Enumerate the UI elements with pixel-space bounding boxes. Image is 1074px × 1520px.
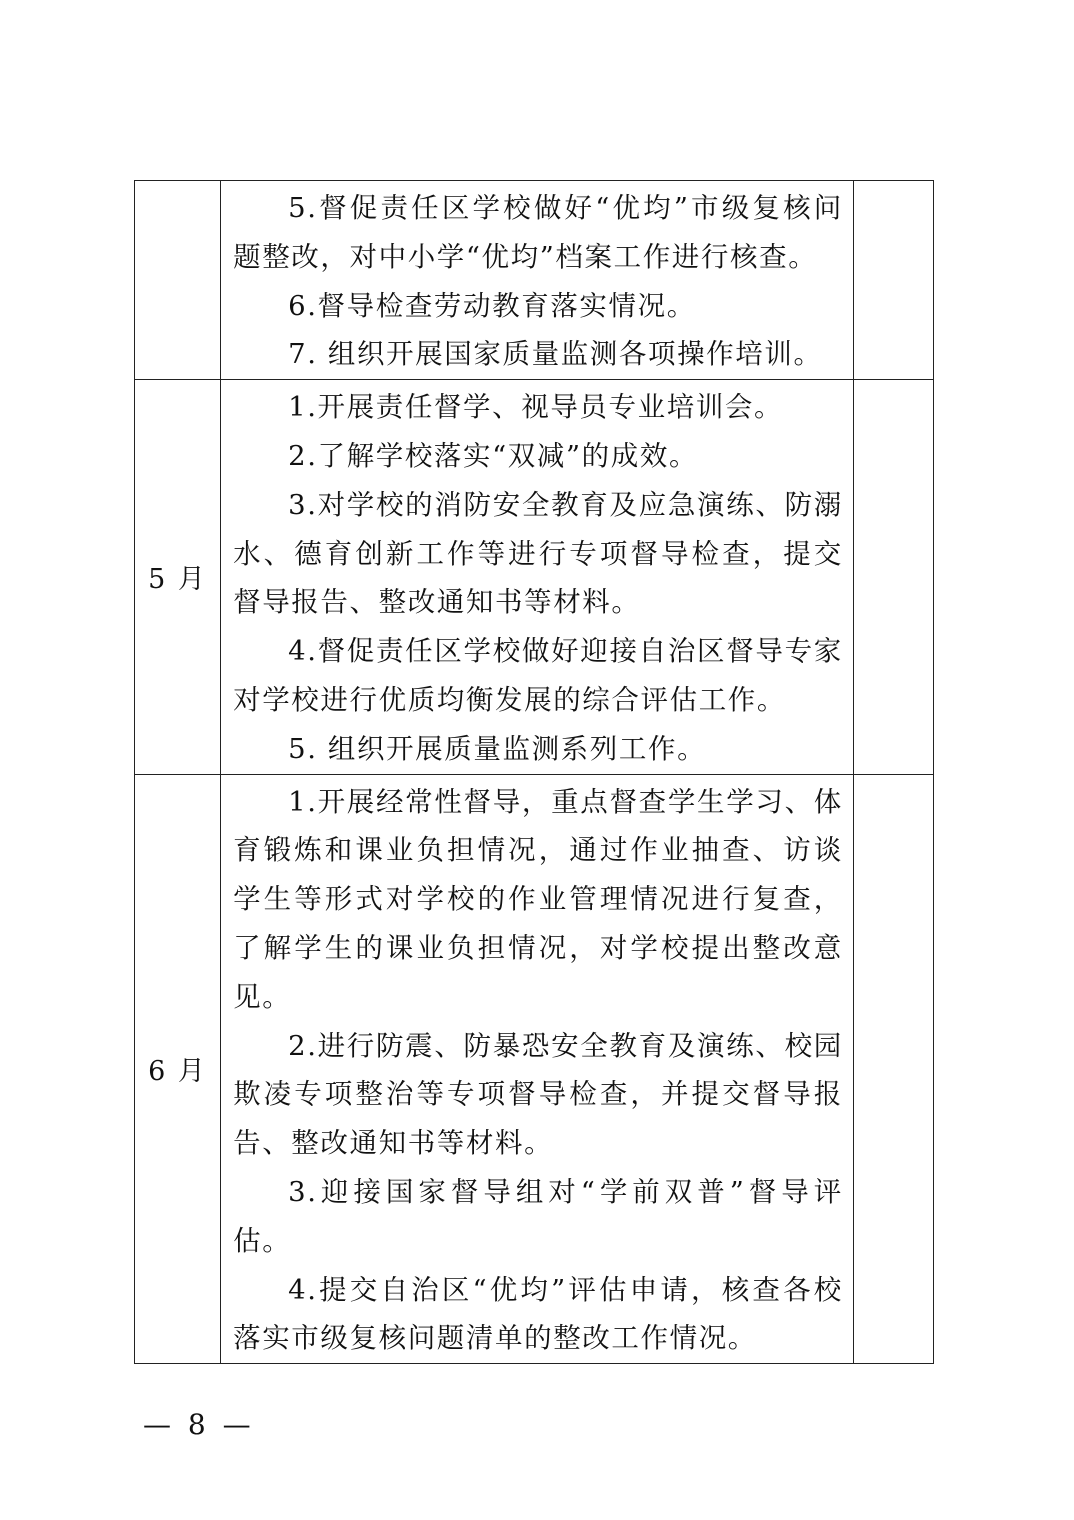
note-cell bbox=[853, 181, 933, 380]
content-cell bbox=[221, 380, 854, 774]
list-item: 3.迎接国家督导组对“学前双普”督导评估。 bbox=[233, 1175, 843, 1257]
list-item: 6.督导检查劳动教育落实情况。 bbox=[288, 289, 696, 322]
list-item: 4.督促责任区学校做好迎接自治区督导专家对学校进行优质均衡发展的综合评估工作。 bbox=[233, 635, 843, 716]
table-row bbox=[135, 774, 934, 1364]
content-cell bbox=[221, 181, 854, 380]
month-cell bbox=[135, 181, 221, 380]
note-cell bbox=[853, 774, 933, 1364]
list-item: 1.开展经常性督导，重点督查学生学习、体育锻炼和课业负担情况，通过作业抽查、访谈学生等形式对学校的作业管理情况进行复查，了解学生的课业负担情况，对学校提出整改意见。 bbox=[233, 785, 843, 1013]
list-item: 4.提交自治区“优均”评估申请，核查各校落实市级复核问题清单的整改工作情况。 bbox=[233, 1273, 843, 1355]
month-cell: 6 月 bbox=[135, 774, 221, 1364]
list-item: 5.督促责任区学校做好“优均”市级复核问题整改，对中小学“优均”档案工作进行核查。 bbox=[233, 192, 843, 273]
note-cell bbox=[853, 380, 933, 774]
page-number: — 8 — bbox=[143, 1408, 255, 1441]
list-item: 5. 组织开展质量监测系列工作。 bbox=[288, 732, 707, 765]
list-item: 2.了解学校落实“双减”的成效。 bbox=[288, 439, 699, 472]
work-plan-table bbox=[134, 180, 934, 1364]
table-row bbox=[135, 181, 934, 380]
list-item: 3.对学校的消防安全教育及应急演练、防溺水、德育创新工作等进行专项督导检查，提交督导报告、整改通知书等材料。 bbox=[233, 488, 843, 619]
content-cell bbox=[221, 774, 854, 1364]
table-row bbox=[135, 380, 934, 774]
month-cell: 5 月 bbox=[135, 380, 221, 774]
list-item: 2.进行防震、防暴恐安全教育及演练、校园欺凌专项整治等专项督导检查，并提交督导报告、整改通知书等材料。 bbox=[233, 1029, 843, 1160]
list-item: 7. 组织开展国家质量监测各项操作培训。 bbox=[288, 338, 823, 371]
list-item: 1.开展责任督学、视导员专业培训会。 bbox=[288, 391, 784, 424]
